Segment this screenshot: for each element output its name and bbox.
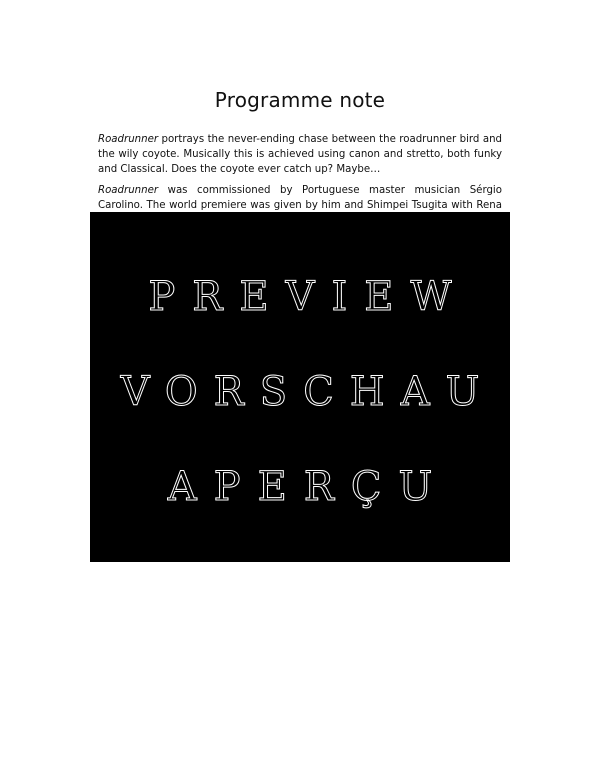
watermark-line-apercu: APERÇU (167, 464, 450, 510)
watermark-line-vorschau: VORSCHAU (120, 369, 496, 415)
watermark-line-preview: PREVIEW (148, 274, 469, 320)
paragraph-1 (98, 132, 502, 177)
paragraph-text: was commissioned by Portuguese master musician Sérgio Carolino. The world premiere was given by him and Shimpei Tsugita with Rena (98, 185, 502, 211)
work-title: Roadrunner (98, 134, 159, 145)
page-title: Programme note (214, 88, 386, 113)
work-title: Roadrunner (98, 185, 159, 196)
preview-watermark-overlay (90, 212, 510, 562)
paragraph-text: portrays the never-ending chase between the roadrunner bird and the wily coyote. Musically this is achieved using canon and stretto, both funky and Classical. Does the coyote ever catch up? Maybe… (98, 134, 502, 175)
